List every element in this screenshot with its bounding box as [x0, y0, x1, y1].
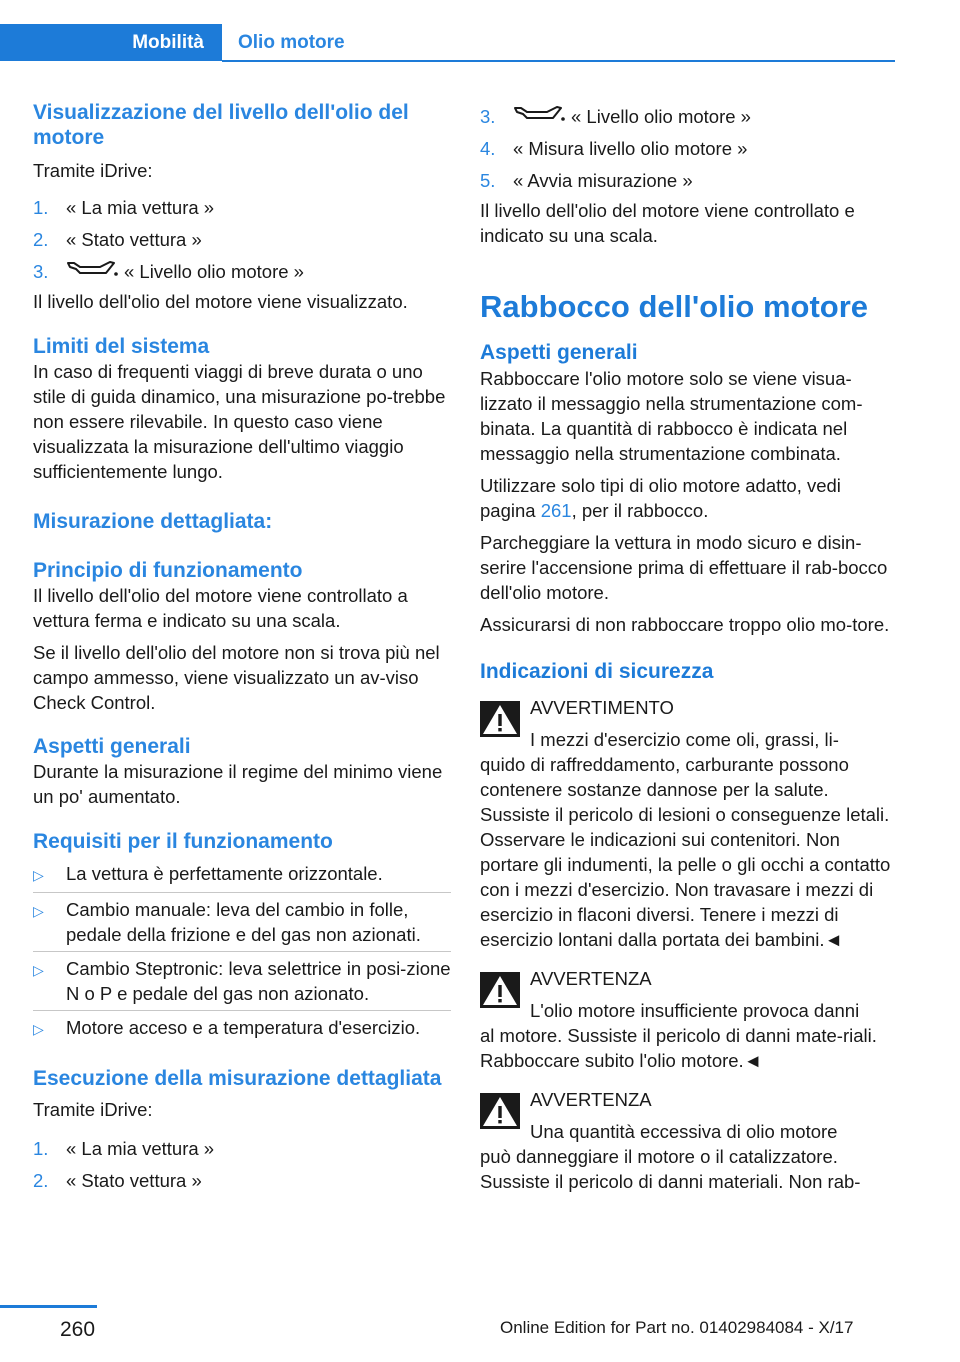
- oil-can-icon: [66, 259, 118, 279]
- page-number: 260: [60, 1318, 96, 1341]
- paragraph-principio-2: Se il livello dell'olio del motore non si trova più nel campo ammesso, viene visualizzato un av-viso Check Control.: [33, 642, 440, 713]
- paragraph-idrive-2: Tramite iDrive:: [33, 1099, 153, 1120]
- paragraph-limiti: In caso di frequenti viaggi di breve durata o uno stile di guida dinamico, una misurazione po-trebbe non essere rilevabile. In questo caso viene visualizzata la misurazione dell'ultimo viaggio sufficientemente lungo.: [33, 361, 446, 482]
- header-rule: [222, 60, 895, 62]
- heading-misurazione: Misurazione dettagliata:: [33, 510, 273, 533]
- warning-block: [480, 966, 892, 1073]
- warning-title: AVVERTENZA: [530, 968, 652, 989]
- list-item: 1. « La mia vettura »: [33, 197, 215, 218]
- warning-text: I mezzi d'esercizio come oli, grassi, li-: [530, 729, 839, 750]
- triangle-bullet-icon: ▷: [33, 903, 44, 919]
- list-item: 4. « Misura livello olio motore »: [480, 138, 748, 159]
- heading-principio: Principio di funzionamento: [33, 559, 303, 582]
- heading-aspetti-generali: Aspetti generali: [480, 341, 638, 364]
- paragraph-rabbocco-1: Rabboccare l'olio motore solo se viene visua-lizzato il messaggio nella strumentazione com-binata. La quantità di rabbocco è indicata nel messaggio nella strumentazione combinata.: [480, 368, 863, 464]
- list-item: 2. « Stato vettura »: [33, 1170, 202, 1191]
- paragraph-aspetti: Durante la misurazione il regime del minimo viene un po' aumentato.: [33, 761, 443, 807]
- tab-mobilita[interactable]: Mobilità: [0, 24, 222, 61]
- oil-can-icon: [513, 104, 565, 124]
- warning-text-rest: quido di raffreddamento, carburante possono contenere sostanze dannose per la salute. Sussiste il pericolo di lesioni o conseguenze letali. Osservare le indicazioni sui contenitori. Non portare gli indumenti, la pelle o gli occhi a contatto con i mezzi d'esercizio. Non travasare i mezzi di esercizio in flaconi diversi. Tenere i mezzi di esercizio lontani dalla portata dei bambini.◄: [480, 754, 891, 950]
- steps-list-2: [33, 1136, 451, 1200]
- list-item: ▷ La vettura è perfettamente orizzontale.: [33, 856, 451, 892]
- list-item: 3. « Livello olio motore »: [480, 106, 751, 127]
- steps-list-3: [480, 104, 892, 200]
- warning-triangle-icon: [480, 701, 520, 737]
- warning-triangle-icon: [480, 972, 520, 1008]
- paragraph-principio-1: Il livello dell'olio del motore viene controllato a vettura ferma e indicato su una scala.: [33, 585, 408, 631]
- triangle-bullet-icon: ▷: [33, 867, 44, 883]
- right-column: [480, 100, 892, 1194]
- list-item: ▷ Cambio manuale: leva del cambio in folle, pedale della frizione e del gas non azionati.: [33, 892, 451, 951]
- heading-sicurezza: Indicazioni di sicurezza: [480, 660, 714, 683]
- list-item: 3. « Livello olio motore »: [33, 261, 304, 282]
- warning-text-rest: al motore. Sussiste il pericolo di danni mate-riali. Rabboccare subito l'olio motore.◄: [480, 1025, 877, 1071]
- list-item: 1. « La mia vettura »: [33, 1138, 215, 1159]
- triangle-bullet-icon: ▷: [33, 1021, 44, 1037]
- heading-visualizzazione: Visualizzazione del livello dell'olio del motore: [33, 101, 409, 149]
- triangle-bullet-icon: ▷: [33, 962, 44, 978]
- list-item: ▷ Motore acceso e a temperatura d'esercizio.: [33, 1010, 451, 1046]
- heading-esecuzione: Esecuzione della misurazione dettagliata: [33, 1067, 442, 1090]
- heading-aspetti: Aspetti generali: [33, 735, 191, 758]
- warning-title: AVVERTIMENTO: [530, 697, 674, 718]
- warning-block: [480, 695, 892, 952]
- paragraph-rabbocco-2: Utilizzare solo tipi di olio motore adatto, vedi pagina 261, per il rabbocco.: [480, 475, 841, 521]
- warning-title: AVVERTENZA: [530, 1089, 652, 1110]
- heading-rabbocco: Rabbocco dell'olio motore: [480, 289, 869, 324]
- warning-text: L'olio motore insufficiente provoca danni: [530, 1000, 860, 1021]
- page-header: [0, 0, 960, 66]
- warning-triangle-icon: [480, 1093, 520, 1129]
- paragraph-controllato: Il livello dell'olio del motore viene controllato e indicato su una scala.: [480, 200, 855, 246]
- paragraph-visualizzato: Il livello dell'olio del motore viene visualizzato.: [33, 291, 408, 312]
- paragraph-rabbocco-3: Parcheggiare la vettura in modo sicuro e disin-serire l'accensione prima di effettuare il rab-bocco dell'olio motore.: [480, 532, 888, 603]
- page-link[interactable]: 261: [540, 500, 572, 521]
- paragraph-rabbocco-4: Assicurarsi di non rabboccare troppo olio mo-tore.: [480, 614, 890, 635]
- footer-rule: [0, 1305, 97, 1308]
- list-item: 2. « Stato vettura »: [33, 229, 202, 250]
- left-column: [33, 100, 451, 1200]
- warning-text-rest: può danneggiare il motore o il catalizzatore. Sussiste il pericolo di danni materiali. Non rab-: [480, 1146, 861, 1192]
- tab-olio-motore[interactable]: Olio motore: [238, 31, 345, 53]
- paragraph-idrive: Tramite iDrive:: [33, 160, 153, 181]
- heading-requisiti: Requisiti per il funzionamento: [33, 830, 333, 853]
- edition-note: Online Edition for Part no. 01402984084 - X/17: [500, 1318, 854, 1337]
- list-item: ▷ Cambio Steptronic: leva selettrice in posi-zione N o P e pedale del gas non azionato.: [33, 951, 451, 1010]
- steps-list-1: [33, 195, 451, 291]
- requirements-list: [33, 856, 451, 1046]
- warning-block: [480, 1087, 892, 1194]
- list-item: 5. « Avvia misurazione »: [480, 170, 693, 191]
- heading-limiti: Limiti del sistema: [33, 335, 210, 358]
- warning-text: Una quantità eccessiva di olio motore: [530, 1121, 838, 1142]
